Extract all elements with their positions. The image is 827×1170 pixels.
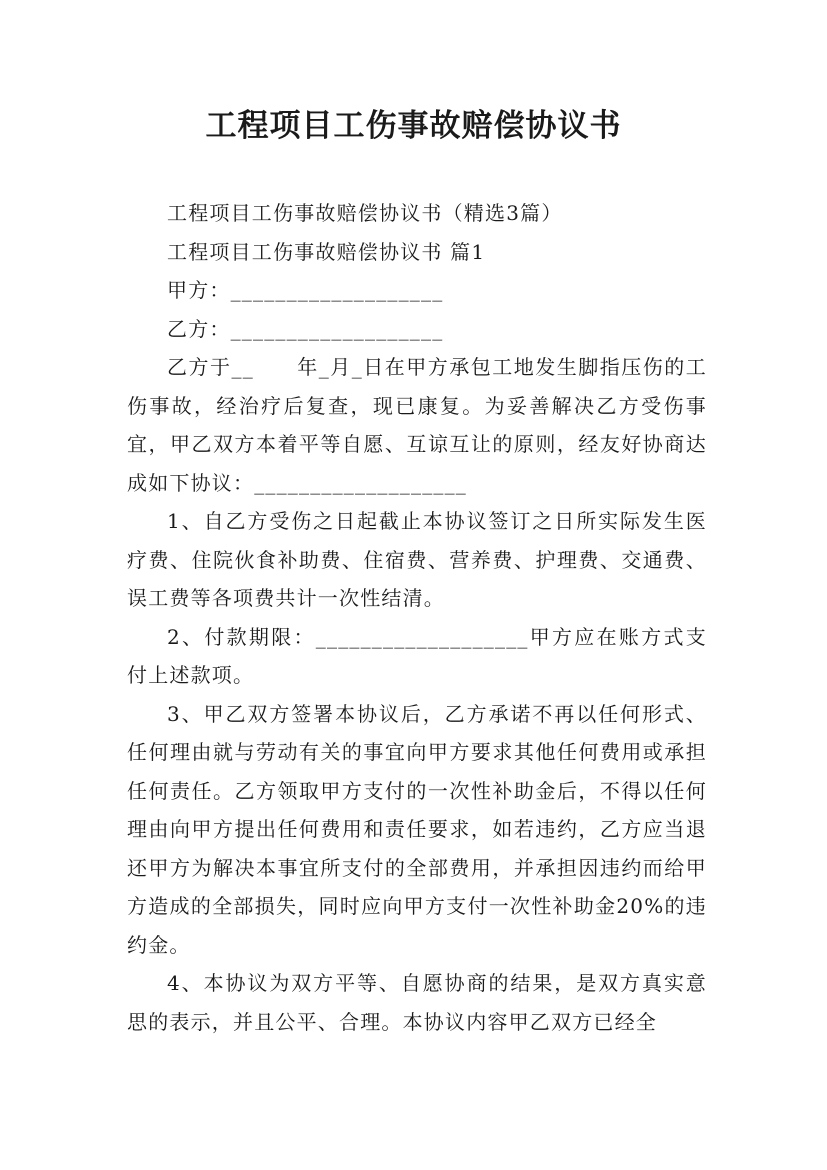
party-b-line: 乙方：___________________ <box>167 316 444 341</box>
document-body <box>127 194 707 1041</box>
section-heading: 工程项目工伤事故赔偿协议书 篇1 <box>167 239 486 264</box>
clause-3-paragraph: 3、甲乙双方签署本协议后，乙方承诺不再以任何形式、任何理由就与劳动有关的事宜向甲方要求其他任何费用或承担任何责任。乙方领取甲方支付的一次性补助金后，不得以任何理由向甲方提出任何费用和责任要求，如若违约，乙方应当退还甲方为解决本事宜所支付的全部费用，并承担因违约而给甲方造成的全部损失，同时应向甲方支付一次性补助金20%的违约金。 <box>127 701 707 957</box>
intro-paragraph: 乙方于__ 年_月_日在甲方承包工地发生脚指压伤的工伤事故，经治疗后复查，现已康复。为妥善解决乙方受伤事宜，甲乙双方本着平等自愿、互谅互让的原则，经友好协商达成如下协议：___________________ <box>127 355 707 495</box>
clause-1-paragraph: 1、自乙方受伤之日起截止本协议签订之日所实际发生医疗费、住院伙食补助费、住宿费、营养费、护理费、交通费、误工费等各项费共计一次性结清。 <box>127 509 707 610</box>
document-title: 工程项目工伤事故赔偿协议书 <box>205 108 622 144</box>
subtitle-paragraph: 工程项目工伤事故赔偿协议书（精选3篇） <box>167 201 563 225</box>
clause-4-paragraph: 4、本协议为双方平等、自愿协商的结果，是双方真实意思的表示，并且公平、合理。本协议内容甲乙双方已经全 <box>127 971 707 1034</box>
clause-2-paragraph: 2、付款期限：___________________甲方应在账方式支付上述款项。 <box>127 624 707 687</box>
party-a-line: 甲方：___________________ <box>167 278 444 302</box>
